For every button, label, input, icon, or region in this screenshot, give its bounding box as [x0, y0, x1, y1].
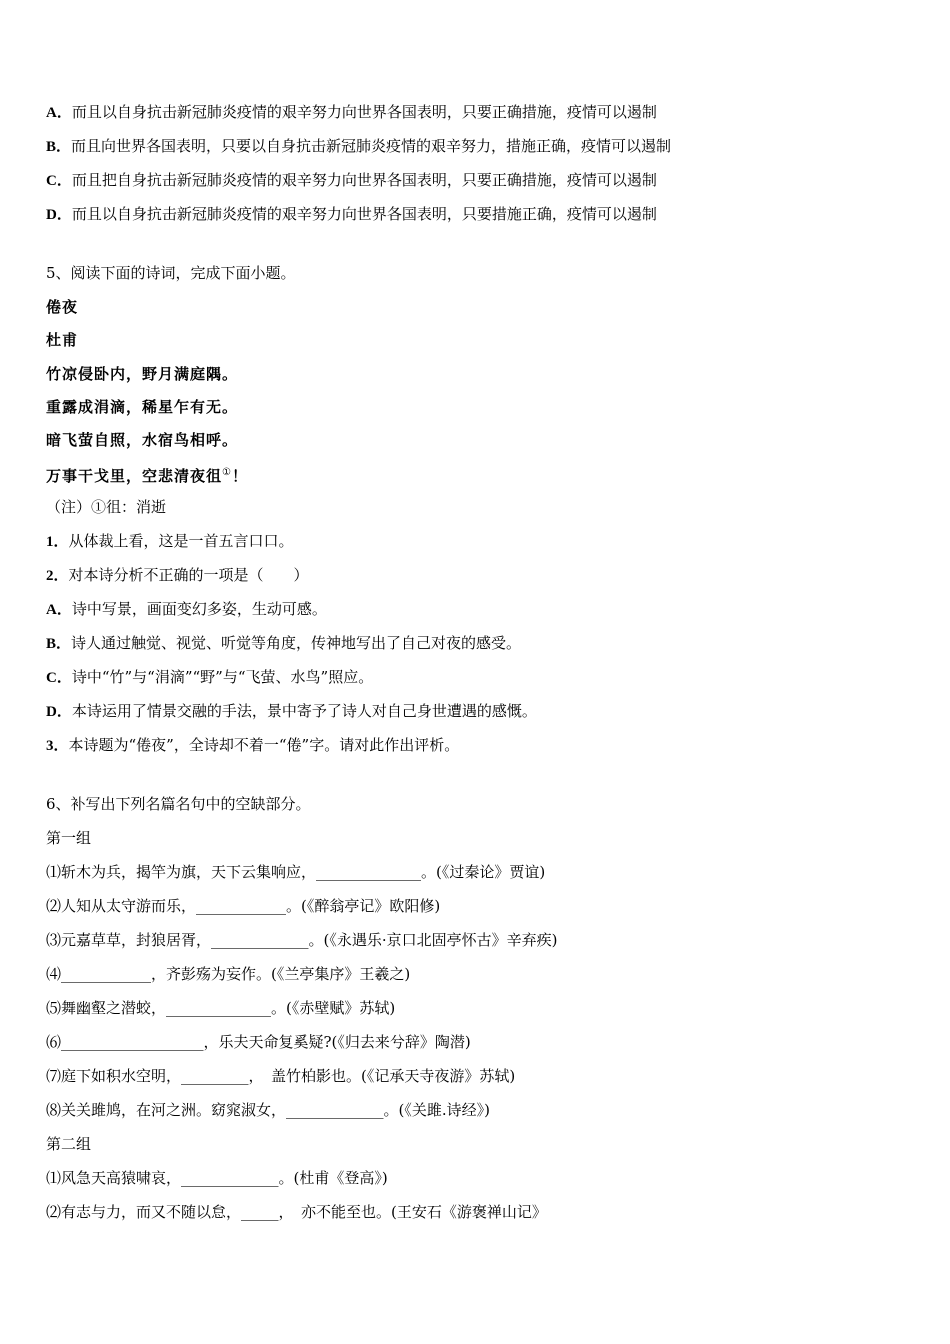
option-text: 诗中写景，画面变幻多姿，生动可感。 — [71, 600, 327, 618]
q6-prompt: 6、补写出下列名篇名句中的空缺部分。 — [46, 795, 311, 813]
option-text: 而且把自身抗击新冠肺炎疫情的艰辛努力向世界各国表明，只要正确措施，疫情可以遏制 — [71, 171, 657, 189]
note-mark: ① — [222, 467, 232, 478]
poem-line-3: 暗飞萤自照，水宿鸟相呼。 — [46, 431, 239, 449]
group2-item-2: ⑵有志与力，而又不随以怠，_____， 亦不能至也。(王安石《游褒禅山记》 — [46, 1203, 547, 1221]
sub-text: 本诗题为“倦夜”，全诗却不着一“倦”字。请对此作出评析。 — [68, 736, 460, 754]
sub-number: 2． — [46, 568, 69, 584]
poem-line-4 — [46, 463, 248, 486]
q4-option-b — [46, 136, 671, 157]
sub-text: 对本诗分析不正确的一项是（ ） — [68, 566, 309, 584]
q4-option-d — [46, 204, 657, 225]
group2-title: 第二组 — [46, 1135, 92, 1153]
option-label: B． — [46, 139, 72, 155]
group1-title: 第一组 — [46, 829, 92, 847]
group1-item-6: ⑹___________________，乐夫天命复奚疑?(《归去来兮辞》陶潜) — [46, 1033, 471, 1051]
q4-option-a — [46, 102, 657, 123]
option-label: C． — [46, 670, 72, 686]
group2-item-1: ⑴风急天高猿啸哀，_____________。(杜甫《登高》) — [46, 1169, 388, 1187]
option-label: A． — [46, 602, 72, 618]
q5-prompt: 5、阅读下面的诗词，完成下面小题。 — [46, 264, 296, 282]
option-label: B． — [46, 636, 72, 652]
option-text: 而且向世界各国表明，只要以自身抗击新冠肺炎疫情的艰辛努力，措施正确，疫情可以遏制 — [71, 137, 672, 155]
option-text: 诗中“竹”与“涓滴”“野”与“飞萤、水鸟”照应。 — [71, 668, 374, 686]
option-text: 诗人通过触觉、视觉、听觉等角度，传神地写出了自己对夜的感受。 — [71, 634, 522, 652]
group1-item-7: ⑺庭下如积水空明，_________， 盖竹柏影也。(《记承天寺夜游》苏轼) — [46, 1067, 516, 1085]
option-text: 本诗运用了情景交融的手法，景中寄予了诗人对自己身世遭遇的感慨。 — [71, 702, 537, 720]
poem-author: 杜甫 — [46, 331, 79, 349]
poem-line-4-punct: ！ — [231, 467, 248, 485]
option-text: 而且以自身抗击新冠肺炎疫情的艰辛努力向世界各国表明，只要措施正确，疫情可以遏制 — [71, 205, 657, 223]
option-label: C． — [46, 173, 72, 189]
group1-item-8: ⑻关关雎鸠，在河之洲。窈窕淑女，_____________。(《关雎.诗经》) — [46, 1101, 490, 1119]
q5-sub2 — [46, 565, 309, 586]
poem-line-4-text: 万事干戈里，空悲清夜徂 — [46, 467, 223, 485]
poem-line-1: 竹凉侵卧内，野月满庭隅。 — [46, 365, 239, 383]
q5-option-c — [46, 667, 373, 688]
poem-note: （注）①徂：消逝 — [46, 498, 167, 516]
option-label: D． — [46, 207, 72, 223]
option-text: 而且以自身抗击新冠肺炎疫情的艰辛努力向世界各国表明，只要正确措施，疫情可以遏制 — [71, 103, 657, 121]
option-label: A． — [46, 105, 72, 121]
q5-sub1 — [46, 531, 294, 552]
group1-item-1: ⑴斩木为兵，揭竿为旗，天下云集响应，______________。(《过秦论》贾谊) — [46, 863, 546, 881]
q5-option-b — [46, 633, 521, 654]
poem-title: 倦夜 — [46, 298, 79, 316]
group1-item-3: ⑶元嘉草草，封狼居胥，_____________。(《永遇乐·京口北固亭怀古》辛弃疾) — [46, 931, 558, 949]
option-label: D． — [46, 704, 72, 720]
sub-number: 3． — [46, 738, 69, 754]
q5-option-d — [46, 701, 537, 722]
q5-sub3 — [46, 735, 459, 756]
group1-item-2: ⑵人知从太守游而乐，____________。(《醉翁亭记》欧阳修) — [46, 897, 441, 915]
group1-item-5: ⑸舞幽壑之潜蛟，______________。(《赤壁赋》苏轼) — [46, 999, 396, 1017]
q5-option-a — [46, 599, 327, 620]
sub-text: 从体裁上看，这是一首五言口口。 — [68, 532, 294, 550]
group1-item-4: ⑷____________，齐彭殇为妄作。(《兰亭集序》王羲之) — [46, 965, 411, 983]
q4-option-c — [46, 170, 657, 191]
poem-line-2: 重露成涓滴，稀星乍有无。 — [46, 398, 239, 416]
sub-number: 1． — [46, 534, 69, 550]
